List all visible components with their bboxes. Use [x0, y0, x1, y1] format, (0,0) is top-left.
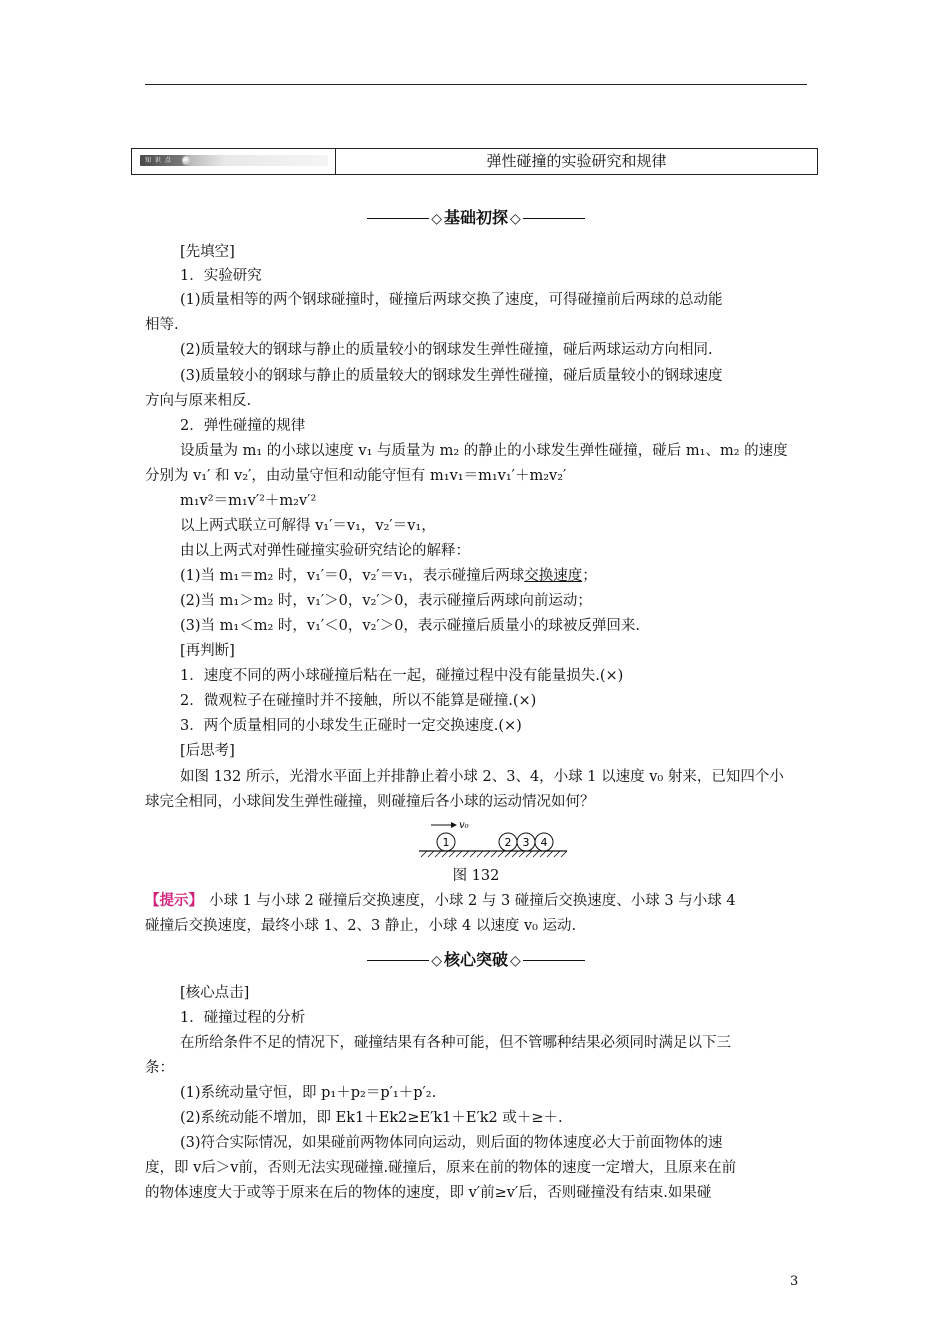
- law-line2: 分别为 v₁′ 和 v₂′，由动量守恒和动能守恒有 m₁v₁＝m₁v₁′＋m₂v₂′: [145, 468, 567, 484]
- core-intro-line1: 在所给条件不足的情况下，碰撞结果有各种可能，但不管哪种结果必须同时满足以下三: [180, 1035, 731, 1051]
- topic-header: [131, 148, 818, 175]
- core-rule-3-line2: 度，即 v后＞v前，否则无法实现碰撞.碰撞后，原来在前的物体的速度一定增大，且原来在前: [145, 1160, 737, 1176]
- judge-3: 3．两个质量相同的小球发生正碰时一定交换速度.(×): [180, 718, 522, 734]
- fill-s1-line2: 相等.: [145, 317, 179, 333]
- diamond-icon: ◇: [431, 211, 442, 227]
- tip-label: 【提示】: [145, 893, 203, 909]
- figure-balls-diagram: [417, 816, 569, 858]
- ball-1-label: 1: [442, 836, 450, 849]
- badge-dot-icon: [182, 156, 191, 165]
- velocity-arrow-head: [451, 822, 457, 828]
- think-heading: [后思考]: [180, 743, 235, 759]
- law-explain: 由以上两式对弹性碰撞实验研究结论的解释：: [180, 543, 470, 559]
- case-1-post: ；: [582, 568, 597, 584]
- ground-hatching: [421, 851, 567, 857]
- diamond-icon: ◇: [510, 953, 521, 969]
- law-line1: 设质量为 m₁ 的小球以速度 v₁ 与质量为 m₂ 的静止的小球发生弹性碰撞，碰后 m₁、m₂ 的速度: [180, 443, 788, 459]
- title-rule-right: [523, 960, 585, 961]
- core-intro-line2: 条：: [145, 1060, 174, 1076]
- case-1-underlined: 交换速度: [524, 568, 583, 584]
- judge-heading: [再判断]: [180, 643, 235, 659]
- velocity-label: v₀: [459, 820, 469, 831]
- ball-4-label: 4: [540, 836, 548, 849]
- badge-text: 知 识 点: [145, 157, 172, 164]
- fill-s3-line2: 方向与原来相反.: [145, 393, 252, 409]
- topic-title: 弹性碰撞的实验研究和规律: [486, 152, 667, 170]
- title-rule-left: [367, 960, 429, 961]
- core-rule-1: (1)系统动量守恒，即 p₁＋p₂＝p′₁＋p′₂.: [180, 1085, 437, 1101]
- core-item-1: 1．碰撞过程的分析: [180, 1010, 306, 1026]
- fill-s2: (2)质量较大的钢球与静止的质量较小的钢球发生弹性碰撞，碰后两球运动方向相同.: [180, 342, 713, 358]
- section-title-text: 基础初探: [443, 208, 508, 227]
- core-rule-3-line3: 的物体速度大于或等于原来在后的物体的速度，即 v′前≥v′后，否则碰撞没有结束.如果碰: [145, 1185, 712, 1201]
- think-question-line1: 如图 132 所示，光滑水平面上并排静止着小球 2、3、4，小球 1 以速度 v₀ 射来，已知四个小: [180, 769, 784, 785]
- section-title-text: 核心突破: [443, 950, 508, 969]
- case-1: [180, 566, 597, 586]
- case-2: (2)当 m₁＞m₂ 时，v₁′＞0，v₂′＞0，表示碰撞后两球向前运动；: [180, 593, 592, 609]
- figure-caption: 图 132: [452, 868, 500, 884]
- top-rule: [145, 84, 807, 85]
- core-rule-3-line1: (3)符合实际情况，如果碰前两物体同向运动，则后面的物体速度必大于前面物体的速: [180, 1135, 723, 1151]
- section-title-basics: [145, 207, 807, 230]
- ball-2-label: 2: [504, 836, 512, 849]
- ball-3-label: 3: [522, 836, 530, 849]
- think-question-line2: 球完全相同，小球间发生弹性碰撞，则碰撞后各小球的运动情况如何？: [145, 794, 595, 810]
- fill-item-1: 1．实验研究: [180, 268, 262, 284]
- tip-line2: 碰撞后交换速度，最终小球 1、2、3 静止，小球 4 以速度 v₀ 运动.: [145, 918, 577, 934]
- fill-s1-line1: (1)质量相等的两个钢球碰撞时，碰撞后两球交换了速度，可得碰撞前后两球的总动能: [180, 292, 723, 308]
- fill-s3-line1: (3)质量较小的钢球与静止的质量较大的钢球发生弹性碰撞，碰后质量较小的钢球速度: [180, 368, 723, 384]
- fill-heading: [先填空]: [180, 244, 235, 260]
- fill-item-2: 2．弹性碰撞的规律: [180, 418, 306, 434]
- core-rule-2: (2)系统动能不增加，即 Ek1＋Ek2≥E′k1＋E′k2 或＋≥＋.: [180, 1110, 563, 1126]
- law-line3: m₁v²＝m₁v′²＋m₂v′²: [180, 493, 317, 509]
- tip-text-1: 小球 1 与小球 2 碰撞后交换速度，小球 2 与 3 碰撞后交换速度、小球 3 与小球 4: [209, 893, 736, 909]
- tip-line1: [145, 891, 736, 911]
- case-3: (3)当 m₁＜m₂ 时，v₁′＜0，v₂′＞0，表示碰撞后质量小的球被反弹回来.: [180, 618, 641, 634]
- diamond-icon: ◇: [510, 211, 521, 227]
- page-number: 3: [790, 1274, 799, 1289]
- section-title-core: [145, 949, 807, 972]
- judge-2: 2．微观粒子在碰撞时并不接触，所以不能算是碰撞.(×): [180, 693, 537, 709]
- knowledge-point-badge: [140, 155, 328, 166]
- judge-1: 1．速度不同的两小球碰撞后粘在一起，碰撞过程中没有能量损失.(×): [180, 668, 624, 684]
- core-heading: [核心点击]: [180, 985, 250, 1001]
- title-rule-left: [367, 218, 429, 219]
- law-solve: 以上两式联立可解得 v₁′＝v₁，v₂′＝v₁，: [180, 518, 436, 534]
- badge-cell: [132, 149, 336, 174]
- title-rule-right: [523, 218, 585, 219]
- case-1-pre: (1)当 m₁＝m₂ 时，v₁′＝0，v₂′＝v₁，表示碰撞后两球: [180, 568, 525, 584]
- diamond-icon: ◇: [431, 953, 442, 969]
